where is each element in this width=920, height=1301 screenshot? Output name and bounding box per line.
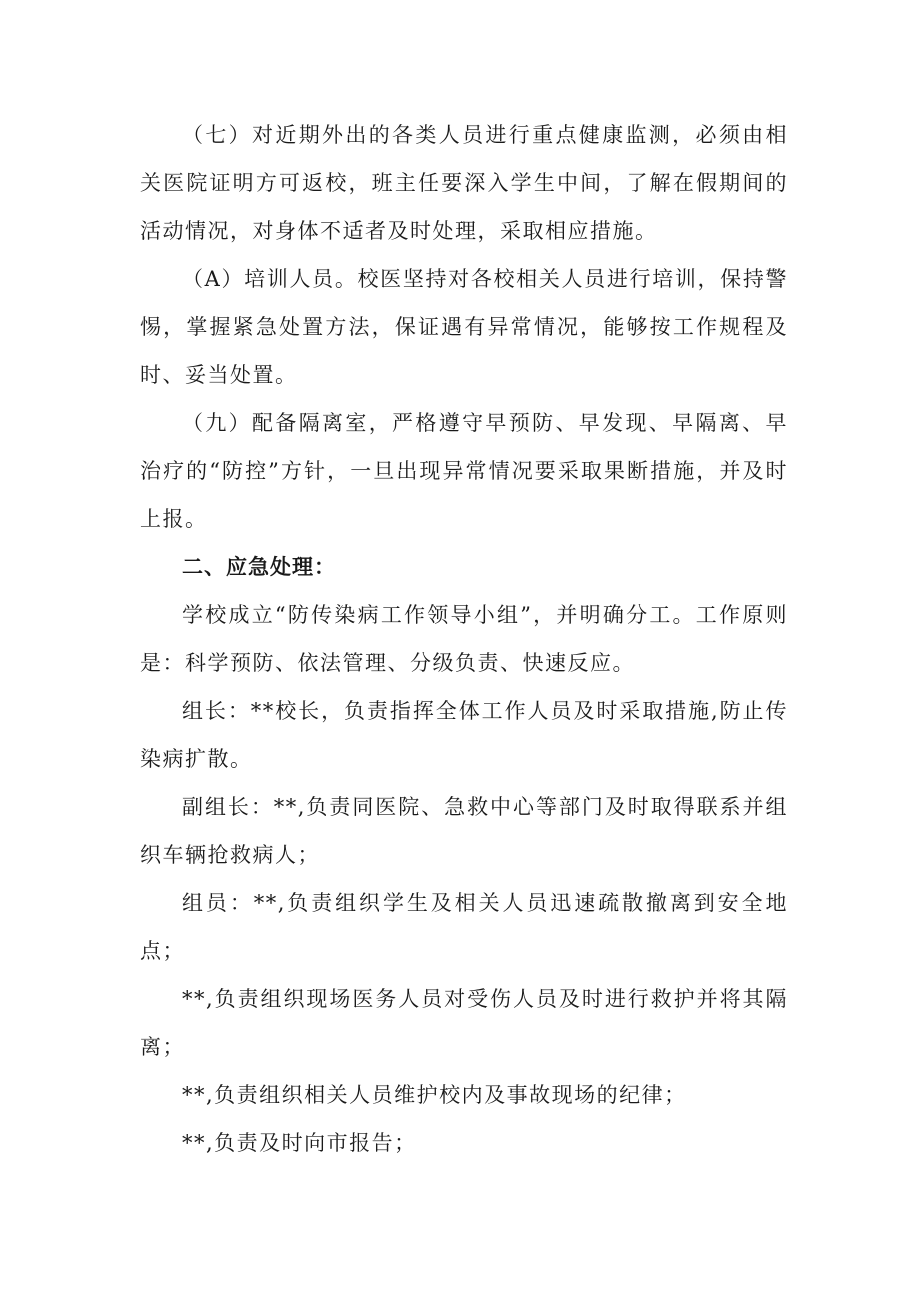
paragraph-staff-training: （A）培训人员。校医坚持对各校相关人员进行培训，保持警惕，掌握紧急处置方法，保证遇有异常情况，能够按工作规程及时、妥当处置。 — [140, 267, 788, 387]
paragraph-member-report: **,负责及时向市报告； — [182, 1131, 417, 1155]
paragraph-group-leader: 组长：**校长，负责指挥全体工作人员及时采取措施,防止传染病扩散。 — [140, 699, 788, 771]
document-body — [140, 111, 788, 1167]
paragraph-member-discipline: **,负责组织相关人员维护校内及事故现场的纪律； — [182, 1083, 687, 1107]
paragraph-deputy-leader: 副组长：**,负责同医院、急救中心等部门及时取得联系并组织车辆抢救病人； — [140, 795, 788, 867]
section-heading-emergency: 二、应急处理： — [182, 555, 336, 579]
paragraph-isolation-room: （九）配备隔离室，严格遵守早预防、早发现、早隔离、早治疗的“防控”方针，一旦出现异常情况要采取果断措施，并及时上报。 — [140, 411, 788, 531]
paragraph-member-medical: **,负责组织现场医务人员对受伤人员及时进行救护并将其隔离； — [140, 987, 788, 1059]
paragraph-member-evacuation: 组员：**,负责组织学生及相关人员迅速疏散撤离到安全地点； — [140, 891, 788, 963]
paragraph-leadership-group: 学校成立“防传染病工作领导小组”，并明确分工。工作原则是：科学预防、依法管理、分级负责、快速反应。 — [140, 603, 788, 675]
paragraph-health-monitoring: （七）对近期外出的各类人员进行重点健康监测，必须由相关医院证明方可返校，班主任要深入学生中间，了解在假期间的活动情况，对身体不适者及时处理，采取相应措施。 — [140, 123, 788, 243]
